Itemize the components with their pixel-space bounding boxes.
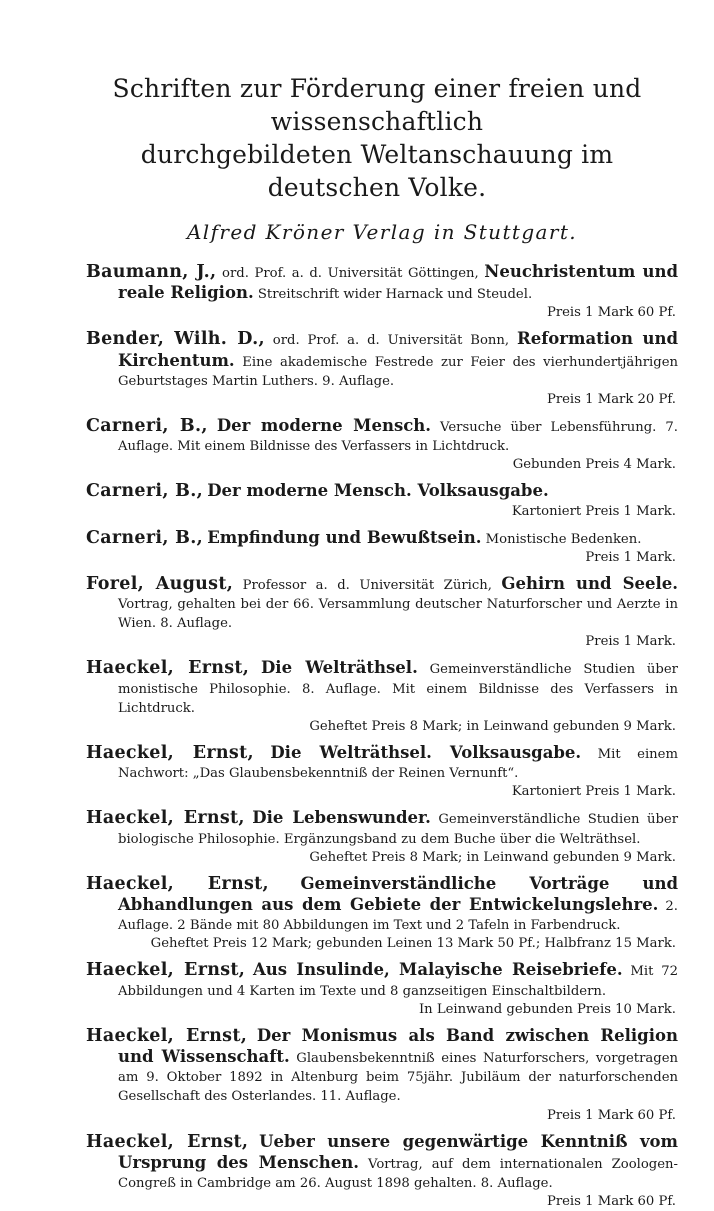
- book-entry: [86, 262, 678, 322]
- book-title: Aus Insulinde, Malayische Reisebriefe.: [252, 960, 623, 980]
- book-description: Monistische Bedenken.: [481, 531, 642, 547]
- book-list: [86, 262, 678, 1211]
- author-affiliation: [245, 964, 253, 979]
- book-entry-text: [86, 1026, 678, 1107]
- book-title: Empfindung und Bewußtsein.: [207, 527, 482, 547]
- book-price: Geheftet Preis 12 Mark; gebunden Leinen 13 Mark 50 Pf.; Halbfranz 15 Mark.: [150, 936, 676, 952]
- book-price: Gebunden Preis 4 Mark.: [512, 457, 676, 473]
- book-title: Gemeinverständliche Vorträge und Abhandlungen aus dem Gebiete der Entwickelungslehre.: [118, 873, 678, 915]
- book-description: Glaubensbekenntniß eines Naturforschers, vorgetragen am 9. Oktober 1892 in Altenburg beim 75jähr. Jubiläum der naturforschenden Gesellschaft des Osterlandes. 11. Auflage.: [118, 1051, 678, 1105]
- book-title: Die Lebenswunder.: [252, 808, 431, 828]
- author-name: Haeckel, Ernst,: [86, 658, 250, 679]
- book-entry: [86, 960, 678, 1018]
- book-entry-text: [86, 658, 678, 718]
- book-entry: [86, 481, 678, 520]
- book-title: Die Welträthsel.: [261, 658, 418, 678]
- book-price: Geheftet Preis 8 Mark; in Leinwand gebunden 9 Mark.: [309, 719, 676, 735]
- book-description: 2. Auflage. 2 Bände mit 80 Abbildungen im Text und 2 Tafeln in Farbendruck.: [118, 899, 678, 934]
- series-heading: [76, 72, 678, 204]
- book-price: Preis 1 Mark.: [585, 549, 676, 565]
- book-description: Gemeinverständliche Studien über monistische Philosophie. 8. Auflage. Mit einem Bildnisse des Verfassers in Lichtdruck.: [118, 662, 678, 716]
- author-name: Bender, Wilh. D.,: [86, 329, 265, 350]
- book-price: Preis 1 Mark.: [585, 634, 676, 650]
- book-price: Preis 1 Mark 20 Pf.: [546, 392, 676, 408]
- book-price: Preis 1 Mark 60 Pf.: [546, 305, 676, 321]
- book-title: Ueber unsere gegenwärtige Kenntniß vom Ursprung des Menschen.: [118, 1131, 678, 1172]
- author-name: Haeckel, Ernst,: [86, 808, 245, 829]
- author-name: Carneri, B.,: [86, 416, 208, 437]
- book-entry-text: [86, 1132, 678, 1194]
- book-title: Gehirn und Seele.: [501, 573, 679, 593]
- author-name: Haeckel, Ernst,: [86, 873, 269, 894]
- book-entry-text: [86, 743, 678, 783]
- author-affiliation: [254, 747, 271, 762]
- author-name: Haeckel, Ernst,: [86, 743, 254, 764]
- book-entry: [86, 1026, 678, 1125]
- author-affiliation: [269, 878, 301, 893]
- book-entry: [86, 1132, 678, 1211]
- author-affiliation: [247, 1030, 257, 1045]
- book-description: Eine akademische Festrede zur Feier des vierhundertjährigen Geburtstages Martin Luthers. 9. Auflage.: [118, 354, 678, 389]
- book-entry: [86, 329, 678, 409]
- author-name: Carneri, B.,: [86, 481, 203, 502]
- author-affiliation: ord. Prof. a. d. Universität Göttingen,: [216, 266, 485, 281]
- series-heading-line-2: durchgebildeten Weltanschauung im deutschen Volke.: [140, 140, 614, 202]
- book-entry: [86, 658, 678, 736]
- author-name: Haeckel, Ernst,: [86, 960, 246, 981]
- book-entry: [86, 743, 678, 801]
- book-entry: [86, 874, 678, 954]
- book-entry: [86, 808, 678, 866]
- author-name: Haeckel, Ernst,: [86, 1131, 249, 1152]
- book-title: Neuchristentum und reale Religion.: [118, 262, 678, 303]
- book-title: Der Monismus als Band zwischen Religion und Wissenschaft.: [118, 1025, 678, 1067]
- book-price: Preis 1 Mark 60 Pf.: [546, 1194, 676, 1210]
- author-affiliation: ord. Prof. a. d. Universität Bonn,: [264, 333, 517, 349]
- book-entry-text: [86, 528, 678, 549]
- book-description: Streitschrift wider Harnack und Steudel.: [253, 287, 533, 303]
- publisher-line: Alfred Kröner Verlag in Stuttgart.: [186, 220, 578, 244]
- book-entry-text: [86, 960, 678, 1000]
- book-description: Mit einem Nachwort: „Das Glaubensbekenntniß der Reinen Vernunft“.: [118, 747, 678, 782]
- book-price: Geheftet Preis 8 Mark; in Leinwand gebunden 9 Mark.: [309, 849, 676, 865]
- book-title: Die Welträthsel. Volksausgabe.: [270, 743, 582, 763]
- book-price: Preis 1 Mark 60 Pf.: [546, 1107, 676, 1123]
- book-price: Kartoniert Preis 1 Mark.: [511, 503, 676, 519]
- author-affiliation: [208, 420, 217, 435]
- book-description: Vortrag, gehalten bei der 66. Versammlung deutscher Naturforscher und Aerzte in Wien. 8. Auflage.: [118, 597, 678, 632]
- book-title: Der moderne Mensch. Volksausgabe.: [207, 481, 549, 501]
- author-name: Haeckel, Ernst,: [86, 1025, 248, 1046]
- author-name: Forel, August,: [86, 573, 234, 594]
- series-heading-line-1: Schriften zur Förderung einer freien und wissenschaftlich: [112, 74, 642, 136]
- book-description: Versuche über Lebensführung. 7. Auflage. Mit einem Bildnisse des Verfassers in Lichtdruck.: [118, 420, 678, 455]
- book-price: Kartoniert Preis 1 Mark.: [511, 784, 676, 800]
- author-affiliation: [249, 662, 261, 677]
- book-entry-text: [86, 874, 678, 936]
- book-entry-text: [86, 808, 678, 848]
- author-affiliation: Professor a. d. Universität Zürich,: [233, 577, 502, 593]
- book-title: Der moderne Mensch.: [216, 416, 432, 436]
- book-price: In Leinwand gebunden Preis 10 Mark.: [418, 1001, 676, 1017]
- author-affiliation: [248, 1136, 259, 1151]
- author-name: Baumann, J.,: [86, 262, 217, 282]
- book-entry-text: [86, 574, 678, 634]
- book-entry-text: [86, 329, 678, 391]
- book-description: Gemeinverständliche Studien über biologische Philosophie. Ergänzungsband zu dem Buche über die Welträthsel.: [118, 812, 678, 847]
- book-description: Vortrag, auf dem internationalen Zoologen-Congreß in Cambridge am 26. August 1898 gehalten. 8. Auflage.: [118, 1156, 678, 1192]
- book-entry-text: [86, 262, 678, 304]
- book-entry: [86, 528, 678, 567]
- book-entry-text: [86, 416, 678, 456]
- book-entry: [86, 416, 678, 474]
- book-entry-text: [86, 481, 678, 502]
- book-description: Mit 72 Abbildungen und 4 Karten im Texte und 8 ganzseitigen Einschaltbildern.: [118, 964, 678, 999]
- book-title: Reformation und Kirchentum.: [118, 329, 678, 370]
- author-name: Carneri, B.,: [86, 527, 203, 548]
- book-entry: [86, 574, 678, 652]
